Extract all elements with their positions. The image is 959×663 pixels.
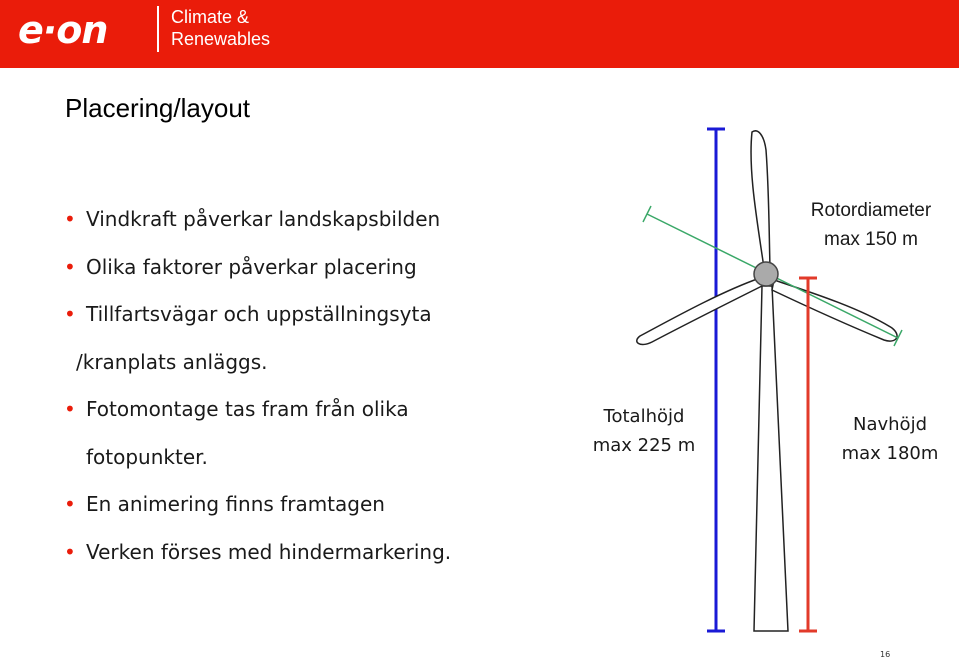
turbine-blade-top bbox=[751, 131, 770, 268]
bullet-item: • Olika faktorer påverkar placering bbox=[64, 244, 514, 292]
turbine-blade-left bbox=[637, 278, 762, 344]
rotor-label-line-2: max 150 m bbox=[824, 229, 918, 250]
hub-label-line-2: max 180m bbox=[841, 443, 939, 464]
tagline-line-1: Climate & bbox=[171, 7, 250, 27]
hub-height-bar bbox=[799, 278, 817, 631]
bullet-continuation: fotopunkter. bbox=[86, 444, 208, 469]
bullet-item: • Tillfartsvägar och uppställningsyta bbox=[64, 291, 514, 339]
bullet-item: • Vindkraft påverkar landskapsbilden bbox=[64, 196, 514, 244]
bullet-item: • Fotomontage tas fram från olika bbox=[64, 386, 514, 434]
rotor-diameter-label bbox=[795, 196, 947, 254]
page-title: Placering/layout bbox=[65, 93, 250, 123]
rotor-label-line-1: Rotordiameter bbox=[810, 200, 932, 221]
bullet-continuation: /kranplats anläggs. bbox=[76, 349, 268, 374]
total-label-line-2: max 225 m bbox=[592, 435, 696, 456]
total-height-label bbox=[582, 402, 706, 460]
turbine-hub bbox=[754, 262, 778, 286]
turbine-blade-right bbox=[772, 280, 897, 341]
total-label-line-1: Totalhöjd bbox=[603, 406, 685, 427]
eon-logo: e·on bbox=[18, 8, 108, 52]
turbine-tower bbox=[754, 286, 788, 631]
tagline-line-2: Renewables bbox=[171, 29, 271, 49]
hub-label-line-1: Navhöjd bbox=[853, 414, 927, 435]
total-height-bar bbox=[707, 129, 725, 631]
hub-height-label bbox=[830, 410, 950, 468]
bullet-item: • En animering finns framtagen bbox=[64, 481, 514, 529]
bullet-item: • Verken förses med hindermarkering. bbox=[64, 529, 514, 577]
page-number: 16 bbox=[880, 650, 891, 659]
